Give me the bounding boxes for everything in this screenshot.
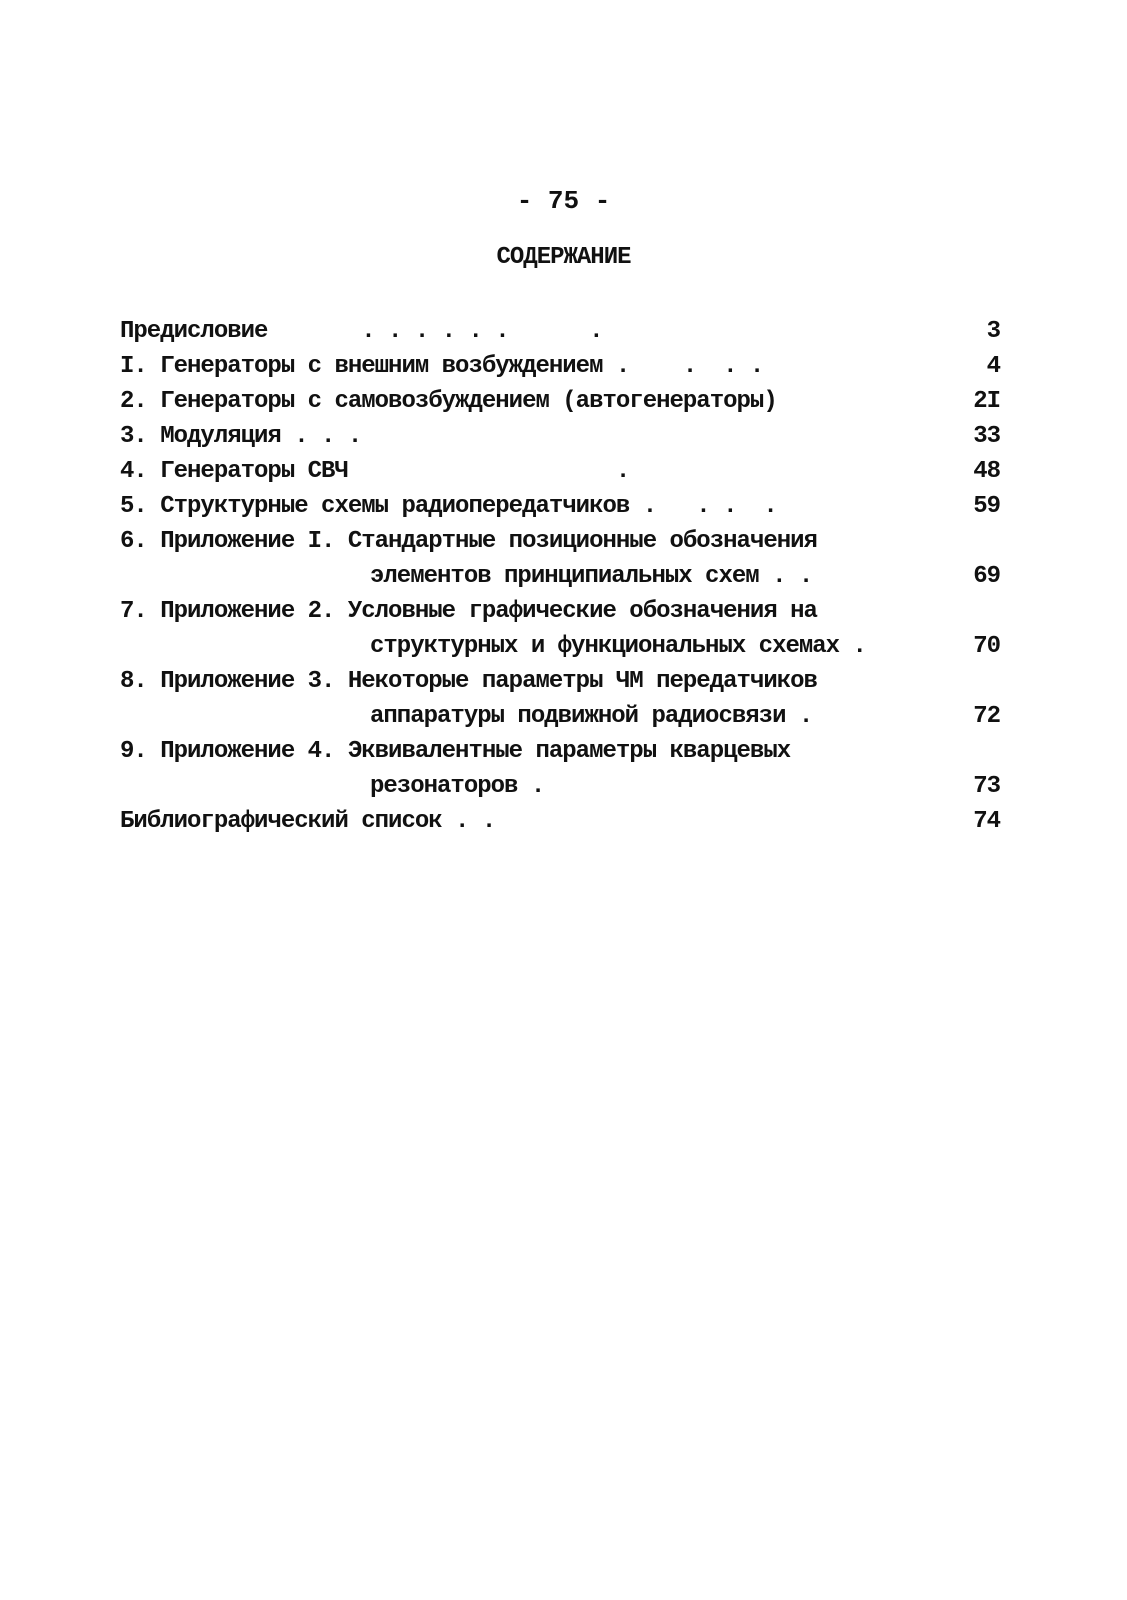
toc-entry-text-continued: структурных и функциональных схемах . (370, 633, 866, 660)
toc-entry-1 (120, 349, 1000, 384)
toc-entry-5 (120, 489, 1000, 524)
toc-entry-page: 70 (973, 633, 1000, 660)
toc-entry-page: 74 (973, 808, 1000, 835)
toc-entry-page: 2I (973, 388, 1000, 415)
toc-entry-text: 5. Структурные схемы радиопередатчиков . . . . (120, 493, 777, 520)
toc-entry-page: 4 (986, 353, 1000, 380)
toc-entry-2 (120, 384, 1000, 419)
toc-entry-text: 4. Генераторы СВЧ . (120, 458, 630, 485)
toc-entry-text: 6. Приложение I. Стандартные позиционные обозначения (120, 528, 817, 555)
toc-title: СОДЕРЖАНИЕ (496, 244, 631, 271)
toc-entry-text: Библиографический список . . (120, 808, 496, 835)
toc-entry-text: 9. Приложение 4. Эквивалентные параметры кварцевых (120, 738, 791, 765)
toc-entry-text: 7. Приложение 2. Условные графические обозначения на (120, 598, 817, 625)
toc-entry-3 (120, 419, 1000, 454)
toc-entry-text: Предисловие . . . . . . . (120, 318, 603, 345)
toc-entry-text: 8. Приложение 3. Некоторые параметры ЧМ передатчиков (120, 668, 817, 695)
toc-entry-8 (120, 664, 1000, 734)
table-of-contents (120, 314, 1000, 839)
toc-entry-9 (120, 734, 1000, 804)
toc-entry-page: 33 (973, 423, 1000, 450)
toc-entry-text-continued: аппаратуры подвижной радиосвязи . (370, 703, 813, 730)
toc-entry-page: 72 (973, 703, 1000, 730)
toc-entry-bibliography (120, 804, 1000, 839)
toc-entry-page: 3 (986, 318, 1000, 345)
toc-entry-page: 69 (973, 563, 1000, 590)
page-number: - 75 - (516, 186, 611, 216)
toc-entry-text: 3. Модуляция . . . (120, 423, 362, 450)
toc-entry-text-continued: элементов принципиальных схем . . (370, 563, 813, 590)
toc-entry-page: 59 (973, 493, 1000, 520)
toc-entry-text-continued: резонаторов . (370, 773, 545, 800)
toc-entry-page: 73 (973, 773, 1000, 800)
toc-entry-6 (120, 524, 1000, 594)
toc-entry-preface (120, 314, 1000, 349)
toc-entry-page: 48 (973, 458, 1000, 485)
toc-entry-text: I. Генераторы с внешним возбуждением . . . . (120, 353, 764, 380)
toc-entry-text: 2. Генераторы с самовозбуждением (автогенераторы) (120, 388, 777, 415)
toc-entry-7 (120, 594, 1000, 664)
toc-entry-4 (120, 454, 1000, 489)
